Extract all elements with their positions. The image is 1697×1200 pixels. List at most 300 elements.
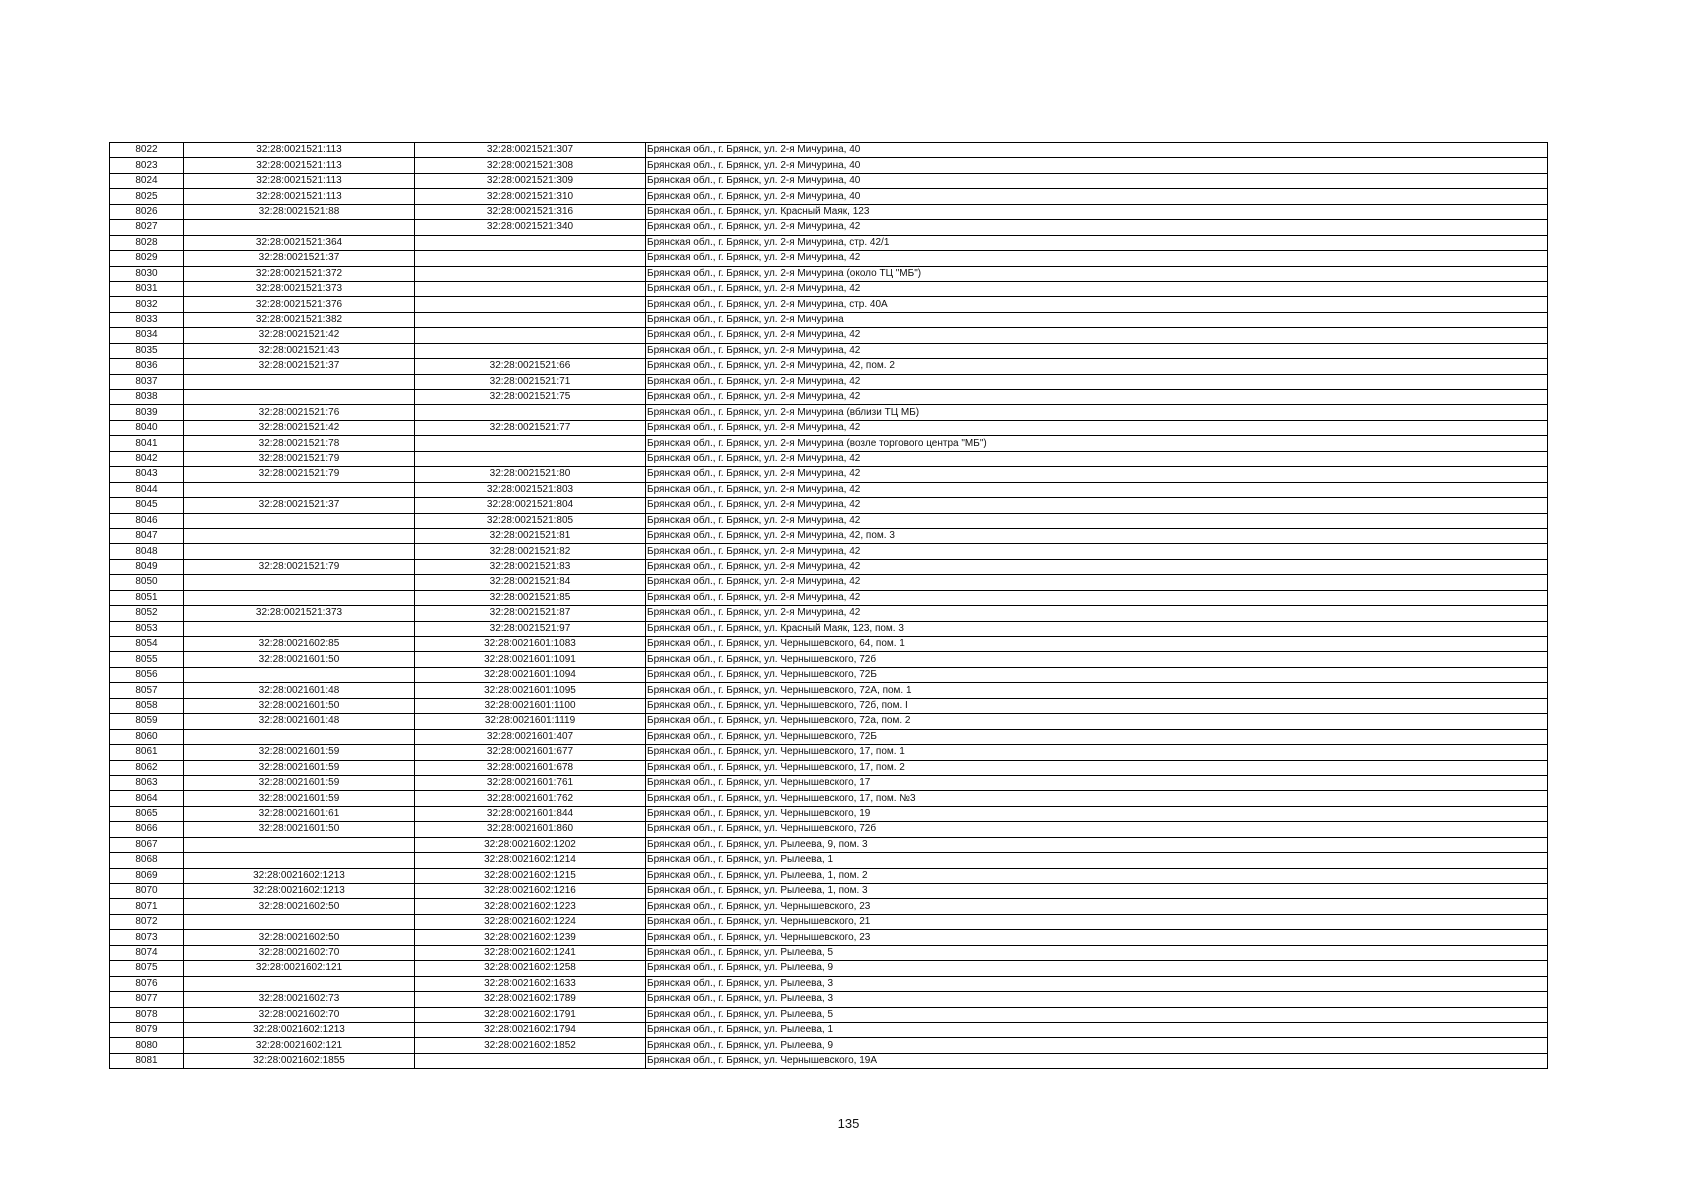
address-cell: Брянская обл., г. Брянск, ул. Рылеева, 1 [646,853,1548,868]
land-cadastral-number-cell: 32:28:0021521:88 [184,204,415,219]
land-cadastral-number-cell [184,837,415,852]
row-number-cell: 8035 [110,343,184,358]
land-cadastral-number-cell [184,544,415,559]
address-cell: Брянская обл., г. Брянск, ул. Чернышевского, 72а, пом. 2 [646,714,1548,729]
row-number-cell: 8060 [110,729,184,744]
address-cell: Брянская обл., г. Брянск, ул. 2-я Мичурина, 42 [646,281,1548,296]
land-cadastral-number-cell: 32:28:0021602:121 [184,1038,415,1053]
table-row [110,806,1548,821]
object-cadastral-number-cell [415,251,646,266]
object-cadastral-number-cell: 32:28:0021521:71 [415,374,646,389]
table-row [110,359,1548,374]
row-number-cell: 8040 [110,420,184,435]
row-number-cell: 8050 [110,575,184,590]
row-number-cell: 8074 [110,945,184,960]
table-row [110,930,1548,945]
object-cadastral-number-cell: 32:28:0021602:1633 [415,976,646,991]
object-cadastral-number-cell: 32:28:0021602:1214 [415,853,646,868]
object-cadastral-number-cell: 32:28:0021521:84 [415,575,646,590]
land-cadastral-number-cell [184,667,415,682]
address-cell: Брянская обл., г. Брянск, ул. Чернышевского, 17 [646,775,1548,790]
land-cadastral-number-cell: 32:28:0021521:76 [184,405,415,420]
table-row [110,405,1548,420]
land-cadastral-number-cell: 32:28:0021601:50 [184,652,415,667]
object-cadastral-number-cell [415,1053,646,1068]
address-cell: Брянская обл., г. Брянск, ул. 2-я Мичурина, 40 [646,158,1548,173]
table-row [110,559,1548,574]
address-cell: Брянская обл., г. Брянск, ул. Рылеева, 9, пом. 3 [646,837,1548,852]
land-cadastral-number-cell: 32:28:0021601:48 [184,714,415,729]
land-cadastral-number-cell: 32:28:0021521:37 [184,251,415,266]
table-row [110,328,1548,343]
object-cadastral-number-cell: 32:28:0021602:1224 [415,914,646,929]
address-cell: Брянская обл., г. Брянск, ул. Рылеева, 1, пом. 3 [646,884,1548,899]
row-number-cell: 8073 [110,930,184,945]
row-number-cell: 8055 [110,652,184,667]
row-number-cell: 8028 [110,235,184,250]
table-row [110,868,1548,883]
land-cadastral-number-cell: 32:28:0021601:59 [184,791,415,806]
address-cell: Брянская обл., г. Брянск, ул. Чернышевского, 19 [646,806,1548,821]
address-cell: Брянская обл., г. Брянск, ул. Чернышевского, 23 [646,899,1548,914]
object-cadastral-number-cell: 32:28:0021521:316 [415,204,646,219]
address-cell: Брянская обл., г. Брянск, ул. Чернышевского, 72Б [646,667,1548,682]
row-number-cell: 8079 [110,1022,184,1037]
object-cadastral-number-cell: 32:28:0021601:1083 [415,637,646,652]
table-row [110,143,1548,158]
address-cell: Брянская обл., г. Брянск, ул. 2-я Мичурина, 42 [646,451,1548,466]
land-cadastral-number-cell [184,729,415,744]
table-row [110,220,1548,235]
table-row [110,976,1548,991]
address-cell: Брянская обл., г. Брянск, ул. 2-я Мичурина, 40 [646,143,1548,158]
object-cadastral-number-cell: 32:28:0021521:81 [415,528,646,543]
table-row [110,992,1548,1007]
table-row [110,791,1548,806]
table-row [110,760,1548,775]
row-number-cell: 8041 [110,436,184,451]
row-number-cell: 8034 [110,328,184,343]
row-number-cell: 8078 [110,1007,184,1022]
table-row [110,266,1548,281]
address-cell: Брянская обл., г. Брянск, ул. 2-я Мичурина, 42 [646,559,1548,574]
table-row [110,498,1548,513]
land-cadastral-number-cell: 32:28:0021521:78 [184,436,415,451]
row-number-cell: 8036 [110,359,184,374]
address-cell: Брянская обл., г. Брянск, ул. 2-я Мичурина, 42, пом. 2 [646,359,1548,374]
row-number-cell: 8031 [110,281,184,296]
object-cadastral-number-cell: 32:28:0021521:308 [415,158,646,173]
address-cell: Брянская обл., г. Брянск, ул. Чернышевского, 17, пом. №3 [646,791,1548,806]
object-cadastral-number-cell [415,297,646,312]
row-number-cell: 8039 [110,405,184,420]
object-cadastral-number-cell: 32:28:0021521:82 [415,544,646,559]
land-cadastral-number-cell [184,528,415,543]
land-cadastral-number-cell: 32:28:0021602:1855 [184,1053,415,1068]
object-cadastral-number-cell: 32:28:0021521:66 [415,359,646,374]
address-cell: Брянская обл., г. Брянск, ул. Чернышевского, 72б [646,652,1548,667]
address-cell: Брянская обл., г. Брянск, ул. Чернышевского, 17, пом. 1 [646,745,1548,760]
land-cadastral-number-cell: 32:28:0021521:79 [184,467,415,482]
land-cadastral-number-cell: 32:28:0021601:48 [184,683,415,698]
address-cell: Брянская обл., г. Брянск, ул. 2-я Мичурина (возле торгового центра "МБ") [646,436,1548,451]
address-cell: Брянская обл., г. Брянск, ул. 2-я Мичурина, 42, пом. 3 [646,528,1548,543]
land-cadastral-number-cell [184,621,415,636]
row-number-cell: 8081 [110,1053,184,1068]
address-cell: Брянская обл., г. Брянск, ул. 2-я Мичурина, 42 [646,590,1548,605]
land-cadastral-number-cell: 32:28:0021521:372 [184,266,415,281]
row-number-cell: 8049 [110,559,184,574]
table-row [110,189,1548,204]
row-number-cell: 8059 [110,714,184,729]
land-cadastral-number-cell: 32:28:0021601:59 [184,745,415,760]
object-cadastral-number-cell [415,328,646,343]
table-row [110,945,1548,960]
row-number-cell: 8047 [110,528,184,543]
table-row [110,281,1548,296]
object-cadastral-number-cell: 32:28:0021602:1223 [415,899,646,914]
address-cell: Брянская обл., г. Брянск, ул. 2-я Мичурина, 42 [646,220,1548,235]
object-cadastral-number-cell: 32:28:0021601:677 [415,745,646,760]
address-cell: Брянская обл., г. Брянск, ул. 2-я Мичурина, 42 [646,374,1548,389]
table-row [110,575,1548,590]
land-cadastral-number-cell: 32:28:0021601:50 [184,698,415,713]
object-cadastral-number-cell: 32:28:0021602:1215 [415,868,646,883]
object-cadastral-number-cell: 32:28:0021601:1091 [415,652,646,667]
land-cadastral-number-cell: 32:28:0021602:1213 [184,1022,415,1037]
row-number-cell: 8075 [110,961,184,976]
row-number-cell: 8030 [110,266,184,281]
land-cadastral-number-cell [184,976,415,991]
land-cadastral-number-cell: 32:28:0021601:59 [184,760,415,775]
address-cell: Брянская обл., г. Брянск, ул. Чернышевского, 23 [646,930,1548,945]
address-cell: Брянская обл., г. Брянск, ул. 2-я Мичурина, 42 [646,544,1548,559]
row-number-cell: 8058 [110,698,184,713]
object-cadastral-number-cell: 32:28:0021521:80 [415,467,646,482]
object-cadastral-number-cell: 32:28:0021602:1852 [415,1038,646,1053]
row-number-cell: 8027 [110,220,184,235]
address-cell: Брянская обл., г. Брянск, ул. 2-я Мичурина, 42 [646,498,1548,513]
row-number-cell: 8064 [110,791,184,806]
table-row [110,204,1548,219]
address-cell: Брянская обл., г. Брянск, ул. 2-я Мичурина, 42 [646,513,1548,528]
object-cadastral-number-cell [415,451,646,466]
table-row [110,590,1548,605]
table-row [110,528,1548,543]
object-cadastral-number-cell: 32:28:0021602:1789 [415,992,646,1007]
row-number-cell: 8056 [110,667,184,682]
land-cadastral-number-cell: 32:28:0021521:113 [184,189,415,204]
row-number-cell: 8029 [110,251,184,266]
row-number-cell: 8061 [110,745,184,760]
row-number-cell: 8054 [110,637,184,652]
object-cadastral-number-cell: 32:28:0021521:310 [415,189,646,204]
address-cell: Брянская обл., г. Брянск, ул. Рылеева, 1 [646,1022,1548,1037]
table-row [110,436,1548,451]
land-cadastral-number-cell [184,914,415,929]
table-row [110,745,1548,760]
address-cell: Брянская обл., г. Брянск, ул. Рылеева, 9 [646,1038,1548,1053]
object-cadastral-number-cell: 32:28:0021602:1216 [415,884,646,899]
table-row [110,621,1548,636]
address-cell: Брянская обл., г. Брянск, ул. Чернышевского, 21 [646,914,1548,929]
land-cadastral-number-cell [184,220,415,235]
land-cadastral-number-cell: 32:28:0021602:1213 [184,868,415,883]
row-number-cell: 8065 [110,806,184,821]
address-cell: Брянская обл., г. Брянск, ул. Красный Маяк, 123, пом. 3 [646,621,1548,636]
land-cadastral-number-cell: 32:28:0021521:113 [184,158,415,173]
object-cadastral-number-cell: 32:28:0021521:75 [415,390,646,405]
table-row [110,961,1548,976]
land-cadastral-number-cell: 32:28:0021602:73 [184,992,415,1007]
land-cadastral-number-cell: 32:28:0021601:59 [184,775,415,790]
object-cadastral-number-cell [415,266,646,281]
table-row [110,729,1548,744]
land-cadastral-number-cell: 32:28:0021521:364 [184,235,415,250]
land-cadastral-number-cell [184,374,415,389]
row-number-cell: 8032 [110,297,184,312]
address-cell: Брянская обл., г. Брянск, ул. Рылеева, 5 [646,1007,1548,1022]
table-row [110,698,1548,713]
table-row [110,652,1548,667]
table-row [110,343,1548,358]
address-cell: Брянская обл., г. Брянск, ул. 2-я Мичурина, 42 [646,251,1548,266]
row-number-cell: 8025 [110,189,184,204]
row-number-cell: 8051 [110,590,184,605]
address-cell: Брянская обл., г. Брянск, ул. 2-я Мичурина, 42 [646,482,1548,497]
row-number-cell: 8045 [110,498,184,513]
address-cell: Брянская обл., г. Брянск, ул. 2-я Мичурина, 42 [646,467,1548,482]
land-cadastral-number-cell: 32:28:0021521:79 [184,451,415,466]
land-cadastral-number-cell: 32:28:0021521:113 [184,173,415,188]
land-cadastral-number-cell: 32:28:0021521:79 [184,559,415,574]
address-cell: Брянская обл., г. Брянск, ул. 2-я Мичурина, 42 [646,606,1548,621]
table-row [110,513,1548,528]
address-cell: Брянская обл., г. Брянск, ул. 2-я Мичурина (около ТЦ "МБ") [646,266,1548,281]
address-cell: Брянская обл., г. Брянск, ул. 2-я Мичурина [646,312,1548,327]
address-cell: Брянская обл., г. Брянск, ул. Чернышевского, 72б [646,822,1548,837]
object-cadastral-number-cell: 32:28:0021602:1794 [415,1022,646,1037]
address-cell: Брянская обл., г. Брянск, ул. 2-я Мичурина, 42 [646,420,1548,435]
table-row [110,853,1548,868]
object-cadastral-number-cell: 32:28:0021602:1791 [415,1007,646,1022]
object-cadastral-number-cell: 32:28:0021521:77 [415,420,646,435]
address-cell: Брянская обл., г. Брянск, ул. 2-я Мичурина, 42 [646,390,1548,405]
table-row [110,467,1548,482]
address-cell: Брянская обл., г. Брянск, ул. Рылеева, 3 [646,976,1548,991]
object-cadastral-number-cell: 32:28:0021521:97 [415,621,646,636]
table-row [110,899,1548,914]
object-cadastral-number-cell [415,312,646,327]
object-cadastral-number-cell: 32:28:0021601:407 [415,729,646,744]
table-row [110,914,1548,929]
row-number-cell: 8037 [110,374,184,389]
object-cadastral-number-cell: 32:28:0021521:340 [415,220,646,235]
object-cadastral-number-cell: 32:28:0021601:678 [415,760,646,775]
address-cell: Брянская обл., г. Брянск, ул. Чернышевского, 72Б [646,729,1548,744]
land-cadastral-number-cell: 32:28:0021521:373 [184,606,415,621]
object-cadastral-number-cell: 32:28:0021521:85 [415,590,646,605]
land-cadastral-number-cell: 32:28:0021521:376 [184,297,415,312]
table-row [110,312,1548,327]
land-cadastral-number-cell [184,390,415,405]
row-number-cell: 8023 [110,158,184,173]
address-cell: Брянская обл., г. Брянск, ул. 2-я Мичурина (вблизи ТЦ МБ) [646,405,1548,420]
land-cadastral-number-cell [184,590,415,605]
row-number-cell: 8057 [110,683,184,698]
land-cadastral-number-cell: 32:28:0021521:37 [184,359,415,374]
row-number-cell: 8048 [110,544,184,559]
land-cadastral-number-cell: 32:28:0021602:50 [184,930,415,945]
object-cadastral-number-cell [415,343,646,358]
address-cell: Брянская обл., г. Брянск, ул. Чернышевского, 64, пом. 1 [646,637,1548,652]
land-cadastral-number-cell: 32:28:0021602:70 [184,945,415,960]
row-number-cell: 8069 [110,868,184,883]
address-cell: Брянская обл., г. Брянск, ул. Чернышевского, 72б, пом. I [646,698,1548,713]
object-cadastral-number-cell [415,281,646,296]
address-cell: Брянская обл., г. Брянск, ул. Чернышевского, 72А, пом. 1 [646,683,1548,698]
table-row [110,451,1548,466]
table-row [110,822,1548,837]
land-cadastral-number-cell: 32:28:0021602:1213 [184,884,415,899]
object-cadastral-number-cell: 32:28:0021601:761 [415,775,646,790]
table-row [110,235,1548,250]
row-number-cell: 8024 [110,173,184,188]
address-cell: Брянская обл., г. Брянск, ул. 2-я Мичурина, стр. 40А [646,297,1548,312]
address-cell: Брянская обл., г. Брянск, ул. 2-я Мичурина, 40 [646,189,1548,204]
row-number-cell: 8038 [110,390,184,405]
table-row [110,173,1548,188]
row-number-cell: 8077 [110,992,184,1007]
table-row [110,374,1548,389]
table-row [110,837,1548,852]
object-cadastral-number-cell: 32:28:0021601:1100 [415,698,646,713]
object-cadastral-number-cell: 32:28:0021521:87 [415,606,646,621]
land-cadastral-number-cell: 32:28:0021602:70 [184,1007,415,1022]
address-cell: Брянская обл., г. Брянск, ул. Рылеева, 3 [646,992,1548,1007]
table-row [110,482,1548,497]
table-row [110,1022,1548,1037]
table-row [110,667,1548,682]
table-row [110,775,1548,790]
row-number-cell: 8052 [110,606,184,621]
object-cadastral-number-cell: 32:28:0021521:804 [415,498,646,513]
row-number-cell: 8033 [110,312,184,327]
land-cadastral-number-cell: 32:28:0021602:121 [184,961,415,976]
table-row [110,1053,1548,1068]
object-cadastral-number-cell: 32:28:0021602:1258 [415,961,646,976]
object-cadastral-number-cell [415,436,646,451]
row-number-cell: 8053 [110,621,184,636]
address-cell: Брянская обл., г. Брянск, ул. Рылеева, 1, пом. 2 [646,868,1548,883]
table-row [110,884,1548,899]
table-row [110,158,1548,173]
address-cell: Брянская обл., г. Брянск, ул. 2-я Мичурина, 40 [646,173,1548,188]
object-cadastral-number-cell: 32:28:0021521:307 [415,143,646,158]
address-cell: Брянская обл., г. Брянск, ул. Рылеева, 9 [646,961,1548,976]
object-cadastral-number-cell: 32:28:0021601:1094 [415,667,646,682]
land-cadastral-number-cell: 32:28:0021521:42 [184,328,415,343]
table-row [110,1007,1548,1022]
object-cadastral-number-cell: 32:28:0021601:1095 [415,683,646,698]
land-cadastral-number-cell: 32:28:0021521:37 [184,498,415,513]
table-row [110,297,1548,312]
land-cadastral-number-cell: 32:28:0021602:85 [184,637,415,652]
object-cadastral-number-cell: 32:28:0021601:860 [415,822,646,837]
row-number-cell: 8070 [110,884,184,899]
row-number-cell: 8044 [110,482,184,497]
row-number-cell: 8022 [110,143,184,158]
row-number-cell: 8063 [110,775,184,790]
row-number-cell: 8071 [110,899,184,914]
land-cadastral-number-cell: 32:28:0021521:373 [184,281,415,296]
land-cadastral-number-cell [184,513,415,528]
object-cadastral-number-cell [415,235,646,250]
object-cadastral-number-cell: 32:28:0021521:805 [415,513,646,528]
object-cadastral-number-cell: 32:28:0021521:309 [415,173,646,188]
row-number-cell: 8067 [110,837,184,852]
object-cadastral-number-cell [415,405,646,420]
address-cell: Брянская обл., г. Брянск, ул. Чернышевского, 19А [646,1053,1548,1068]
table-body [110,143,1548,1069]
object-cadastral-number-cell: 32:28:0021602:1241 [415,945,646,960]
row-number-cell: 8026 [110,204,184,219]
cadastral-table [109,142,1548,1069]
object-cadastral-number-cell: 32:28:0021601:844 [415,806,646,821]
object-cadastral-number-cell: 32:28:0021602:1239 [415,930,646,945]
table-row [110,714,1548,729]
land-cadastral-number-cell: 32:28:0021601:61 [184,806,415,821]
row-number-cell: 8072 [110,914,184,929]
address-cell: Брянская обл., г. Брянск, ул. 2-я Мичурина, 42 [646,575,1548,590]
row-number-cell: 8042 [110,451,184,466]
land-cadastral-number-cell [184,575,415,590]
address-cell: Брянская обл., г. Брянск, ул. Красный Маяк, 123 [646,204,1548,219]
table-row [110,251,1548,266]
land-cadastral-number-cell: 32:28:0021521:43 [184,343,415,358]
row-number-cell: 8076 [110,976,184,991]
object-cadastral-number-cell: 32:28:0021602:1202 [415,837,646,852]
table-row [110,637,1548,652]
object-cadastral-number-cell: 32:28:0021601:1119 [415,714,646,729]
land-cadastral-number-cell: 32:28:0021521:113 [184,143,415,158]
address-cell: Брянская обл., г. Брянск, ул. 2-я Мичурина, 42 [646,343,1548,358]
row-number-cell: 8068 [110,853,184,868]
table-row [110,390,1548,405]
address-cell: Брянская обл., г. Брянск, ул. 2-я Мичурина, стр. 42/1 [646,235,1548,250]
table-row [110,606,1548,621]
land-cadastral-number-cell: 32:28:0021521:382 [184,312,415,327]
land-cadastral-number-cell: 32:28:0021601:50 [184,822,415,837]
object-cadastral-number-cell: 32:28:0021521:83 [415,559,646,574]
page-number: 135 [837,1116,860,1131]
address-cell: Брянская обл., г. Брянск, ул. Чернышевского, 17, пом. 2 [646,760,1548,775]
row-number-cell: 8062 [110,760,184,775]
address-cell: Брянская обл., г. Брянск, ул. Рылеева, 5 [646,945,1548,960]
row-number-cell: 8043 [110,467,184,482]
object-cadastral-number-cell: 32:28:0021521:803 [415,482,646,497]
table-row [110,544,1548,559]
land-cadastral-number-cell [184,482,415,497]
row-number-cell: 8066 [110,822,184,837]
table-row [110,683,1548,698]
land-cadastral-number-cell: 32:28:0021521:42 [184,420,415,435]
table-row [110,1038,1548,1053]
row-number-cell: 8080 [110,1038,184,1053]
address-cell: Брянская обл., г. Брянск, ул. 2-я Мичурина, 42 [646,328,1548,343]
table-row [110,420,1548,435]
land-cadastral-number-cell: 32:28:0021602:50 [184,899,415,914]
